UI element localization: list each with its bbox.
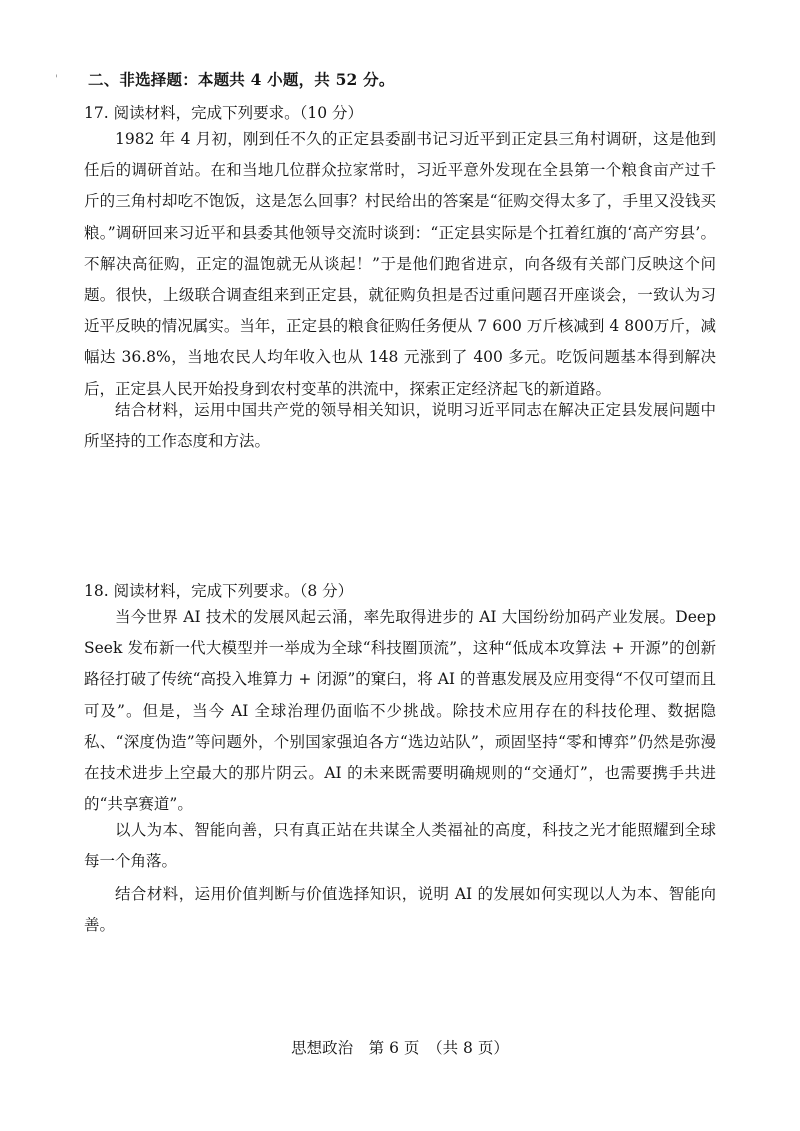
section-title: 二、非选择题：本题共 4 小题，共 52 分。 [88,70,395,89]
question-18-title: 18. 阅读材料，完成下列要求。（8 分） [84,582,354,600]
question-17-requirement: 结合材料，运用中国共产党的领导相关知识，说明习近平同志在解决正定县发展问题中所坚持的工作态度和方法。 [84,401,716,451]
question-17-title: 17. 阅读材料，完成下列要求。（10 分） [84,104,363,122]
question-17-material: 1982 年 4 月初，刚到任不久的正定县委副书记习近平到正定县三角村调研，这是他到任后的调研首站。在和当地几位群众拉家常时，习近平意外发现在全县第一个粮食亩产过千斤的三角村却吃不饱饭，这是怎么回事？村民给出的答案是“征购交得太多了，手里又没钱买粮。”调研回来习近平和县委其他领导交流时谈到：“正定县实际是个扛着红旗的‘高产穷县’。不解决高征购，正定的温饱就无从谈起！”于是他们跑省进京，向各级有关部门反映这个问题。很快，上级联合调查组来到正定县，就征购负担是否过重问题召开座谈会，一致认为习近平反映的情况属实。当年，正定县的粮食征购任务便从 7 600 万斤核减到 4 800万斤，减幅达 36.8%，当地农民人均年收入也从 148 元涨到了 400 多元。吃饭问题基本得到解决后，正定县人民开始投身到农村变革的洪流中，探索正定经济起飞的新道路。 [84,130,716,398]
question-18-material: 当今世界 AI 技术的发展风起云涌，率先取得进步的 AI 大国纷纷加码产业发展。DeepSeek 发布新一代大模型并一举成为全球“科技圈顶流”，这种“低成本攻算法 + 开源”的创新路径打破了传统“高投入堆算力 + 闭源”的窠臼，将 AI 的普惠发展及应用变得“不仅可望而且可及”。但是，当今 AI 全球治理仍面临不少挑战。除技术应用存在的科技伦理、数据隐私、“深度伪造”等问题外，个别国家强迫各方“选边站队”，顽固坚持“零和博弈”仍然是弥漫在技术进步上空最大的那片阴云。AI 的未来既需要明确规则的“交通灯”，也需要携手共进的“共享赛道”。 [84,608,716,814]
question-18-requirement: 结合材料，运用价值判断与价值选择知识，说明 AI 的发展如何实现以人为本、智能向善。 [84,885,716,935]
scan-mark: ' [55,74,58,85]
question-18-summary: 以人为本、智能向善，只有真正站在共谋全人类福祉的高度，科技之光才能照耀到全球每一个角落。 [84,821,716,871]
page-footer: 思想政治 第 6 页 （共 8 页） [291,1039,509,1057]
